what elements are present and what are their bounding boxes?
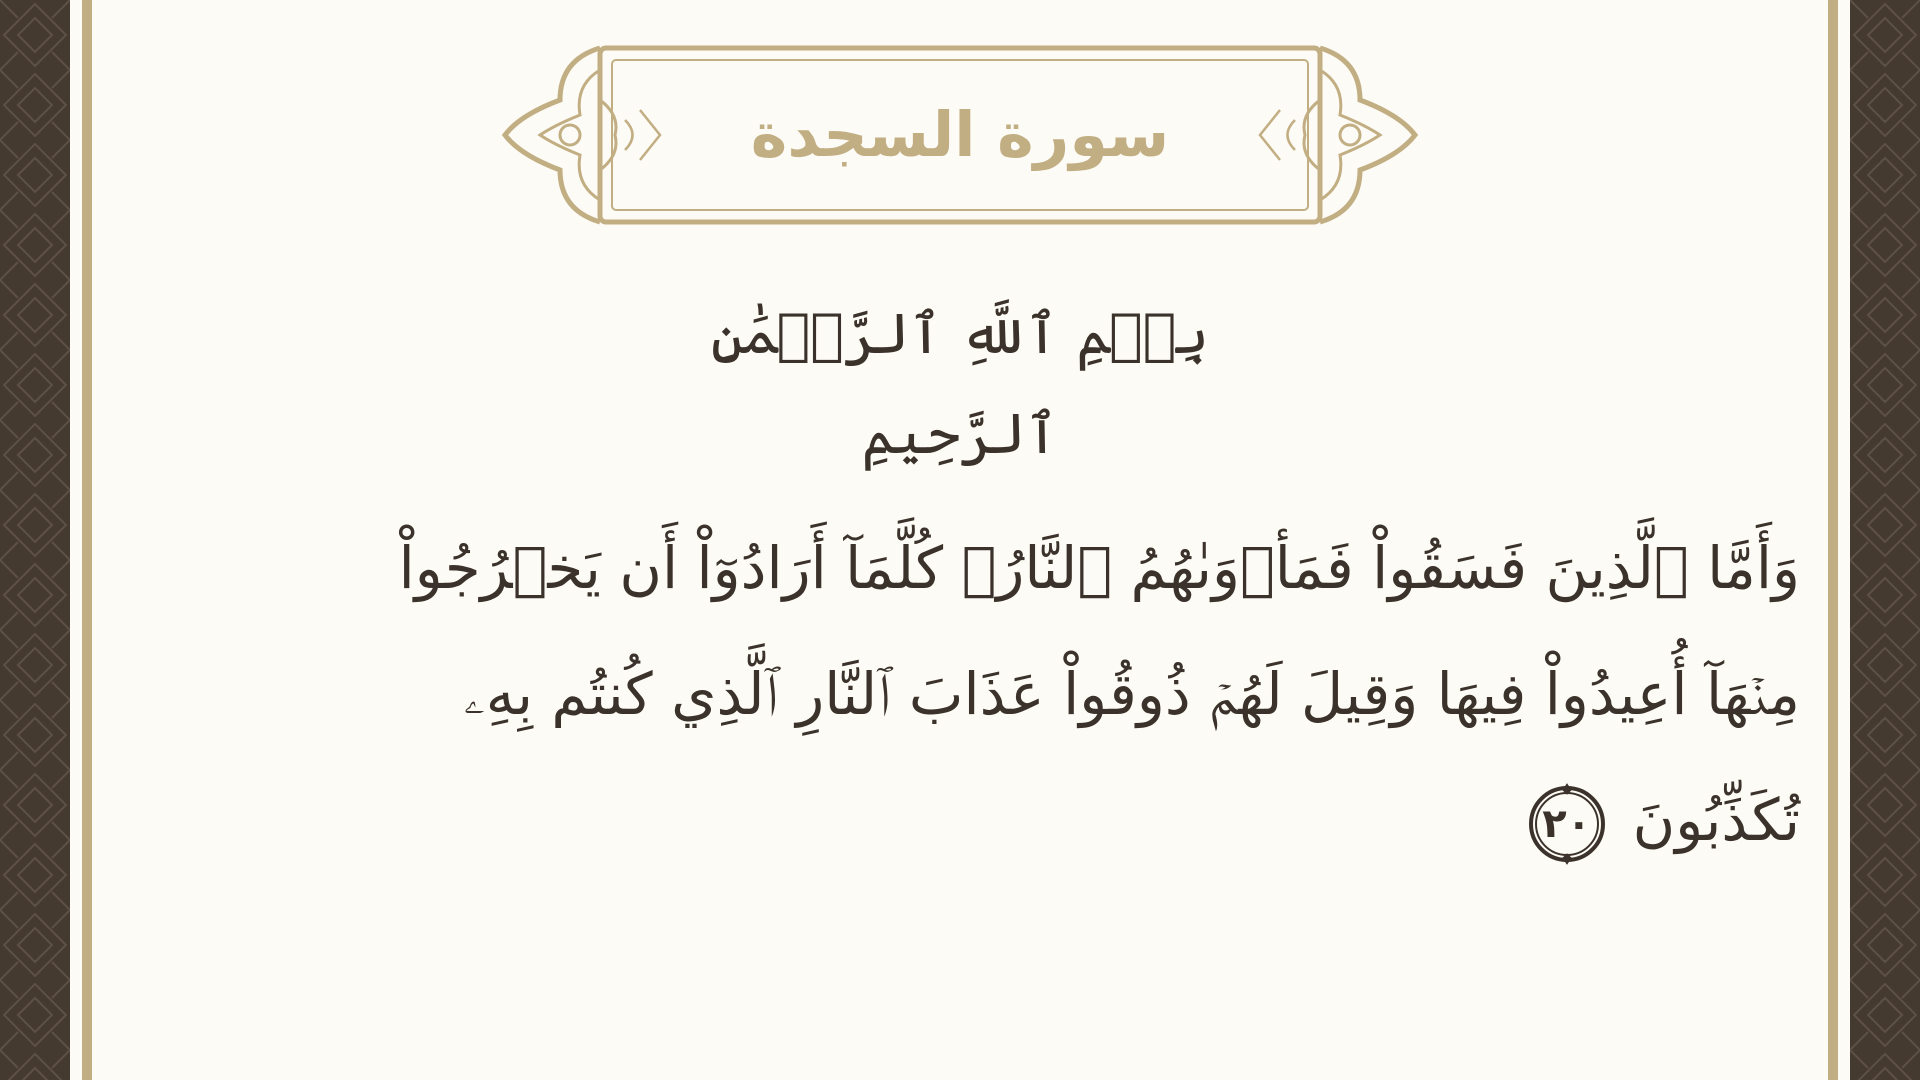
ayah-end-marker [1525,782,1609,866]
ayah-number: ٢٠ [1542,800,1592,847]
left-ornamental-border [0,0,70,1080]
verse-line-3 [340,757,1800,883]
surah-title: سورة السجدة [750,98,1170,171]
right-ornamental-border [1850,0,1920,1080]
verse-line-2: مِنۡهَآ أُعِيدُواْ فِيهَا وَقِيلَ لَهُمۡ ذُوقُواْ عَذَابَ ٱلنَّارِ ٱلَّذِي كُنتُم بِهِۦ [463,660,1800,728]
surah-header-frame [500,40,1420,230]
right-gold-rule [1828,0,1838,1080]
verse-line-1: وَأَمَّا ٱلَّذِينَ فَسَقُواْ فَمَأۡوَىٰهُمُ ٱلنَّارُۖ كُلَّمَآ أَرَادُوٓاْ أَن يَخۡرُجُواْ [398,534,1800,602]
left-gold-rule [82,0,92,1080]
verse-text [340,505,1800,883]
verse-line-3-text: تُكَذِّبُونَ [1632,786,1800,854]
basmala-calligraphy: بِسۡمِ ٱللَّهِ ٱلرَّحۡمَٰنِ ٱلرَّحِيمِ [710,302,1210,467]
